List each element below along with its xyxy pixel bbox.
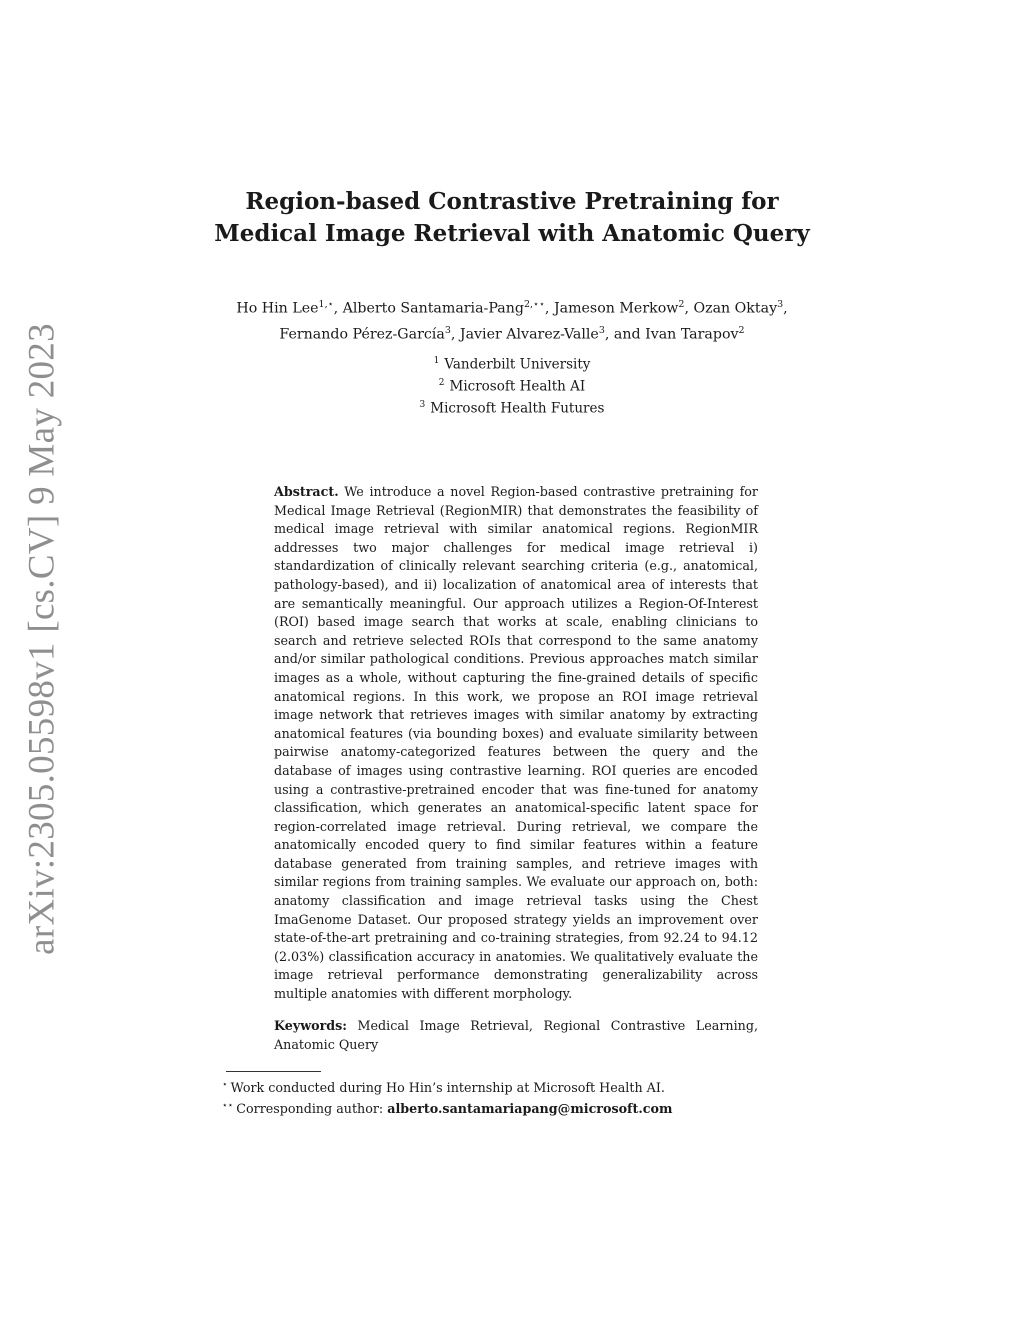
affiliation-name: Microsoft Health AI bbox=[449, 378, 586, 395]
author-affiliation-mark: 2,⋆⋆ bbox=[523, 299, 545, 310]
corresponding-email-link[interactable]: alberto.santamariapang@microsoft.com bbox=[387, 1101, 673, 1117]
footnote-item bbox=[222, 1097, 782, 1118]
footnote-text: Corresponding author: bbox=[236, 1101, 388, 1117]
author-separator: , bbox=[684, 300, 694, 317]
author-name: Ivan Tarapov bbox=[645, 326, 739, 343]
title-line-2: Medical Image Retrieval with Anatomic Query bbox=[214, 220, 810, 247]
author-affiliation-mark: 1,⋆ bbox=[318, 299, 334, 310]
author-separator: , bbox=[450, 326, 460, 343]
author-affiliation-mark: 2 bbox=[678, 299, 685, 310]
affiliation-item bbox=[0, 374, 1024, 396]
author-name: Alberto Santamaria-Pang bbox=[342, 300, 524, 317]
author-affiliation-mark: 2 bbox=[738, 324, 745, 336]
footnotes bbox=[222, 1076, 782, 1118]
affiliation-name: Microsoft Health Futures bbox=[430, 400, 605, 417]
affiliation-number: 2 bbox=[438, 378, 445, 388]
footnote-divider bbox=[226, 1071, 321, 1072]
author-affiliation-mark: 3 bbox=[777, 299, 784, 310]
title-line-1: Region-based Contrastive Pretraining for bbox=[245, 188, 779, 215]
affiliation-number: 3 bbox=[419, 400, 426, 410]
author-line-1 bbox=[0, 294, 1024, 320]
footnote-text: Work conducted during Ho Hin’s internship at Microsoft Health AI. bbox=[230, 1080, 665, 1096]
author-line-2 bbox=[0, 320, 1024, 346]
affiliation-item bbox=[0, 396, 1024, 418]
author-name: Jameson Merkow bbox=[553, 300, 679, 317]
author-name: Ozan Oktay bbox=[693, 300, 778, 317]
affiliation-list bbox=[0, 352, 1024, 418]
affiliation-item bbox=[0, 352, 1024, 374]
footnote-mark: ⋆⋆ bbox=[222, 1101, 234, 1112]
abstract-text: We introduce a novel Region-based contrastive pretraining for Medical Image Retrieval (RegionMIR) that demonstrates the feasibility of medical image retrieval with similar anatomical regions. RegionMIR addresses two major challenges for medical image retrieval i) standardization of clinically relevant searching criteria (e.g., anatomical, pathology-based), and ii) localization of anatomical area of interests that are semantically meaningful. Our approach utilizes a Region-Of-Interest (ROI) based image search that works at scale, enabling clinicians to search and retrieve selected ROIs that correspond to the same anatomy and/or similar pathological conditions. Previous approaches match similar images as a whole, without capturing the fine-grained details of specific anatomical regions. In this work, we propose an ROI image retrieval image network that retrieves images with similar anatomy by extracting anatomical features (via bounding boxes) and evaluate similarity between pairwise anatomy-categorized features between the query and the database of images using contrastive learning. ROI queries are encoded using a contrastive-pretrained encoder that was fine-tuned for anatomy classification, which generates an anatomical-specific latent space for region-correlated image retrieval. During retrieval, we compare the anatomically encoded query to find similar features within a feature database generated from training samples, and retrieve images with similar regions from training samples. We evaluate our approach on, both: anatomy classification and image retrieval tasks using the Chest ImaGenome Dataset. Our proposed strategy yields an improvement over state-of-the-art pretraining and co-training strategies, from 92.24 to 94.12 (2.03%) classification accuracy in anatomies. We qualitatively evaluate the image retrieval performance demonstrating generalizability across multiple anatomies with different morphology. bbox=[274, 484, 758, 1002]
author-list bbox=[0, 294, 1024, 345]
keywords-text: Medical Image Retrieval, Regional Contrastive Learning, Anatomic Query bbox=[274, 1018, 758, 1052]
affiliation-name: Vanderbilt University bbox=[444, 356, 591, 373]
keywords-label: Keywords: bbox=[274, 1018, 347, 1033]
paper-title bbox=[0, 186, 1024, 250]
author-separator: , bbox=[333, 300, 343, 317]
abstract-label: Abstract. bbox=[274, 484, 339, 499]
arxiv-identifier-text: arXiv:2305.05598v1 [cs.CV] 9 May 2023 bbox=[21, 323, 63, 955]
author-separator: , bbox=[544, 300, 554, 317]
author-affiliation-mark: 3 bbox=[598, 324, 605, 336]
author-affiliation-mark: 3 bbox=[444, 324, 451, 336]
author-name: Javier Alvarez-Valle bbox=[459, 326, 599, 343]
author-separator: , and bbox=[604, 326, 646, 343]
abstract bbox=[274, 483, 758, 1004]
footnote-item bbox=[222, 1076, 782, 1097]
author-name: Fernando Pérez-García bbox=[279, 326, 445, 343]
author-name: Ho Hin Lee bbox=[236, 300, 319, 317]
author-separator: , bbox=[783, 300, 788, 317]
footnote-mark: ⋆ bbox=[222, 1080, 228, 1090]
affiliation-number: 1 bbox=[433, 356, 440, 366]
keywords bbox=[274, 1017, 758, 1054]
